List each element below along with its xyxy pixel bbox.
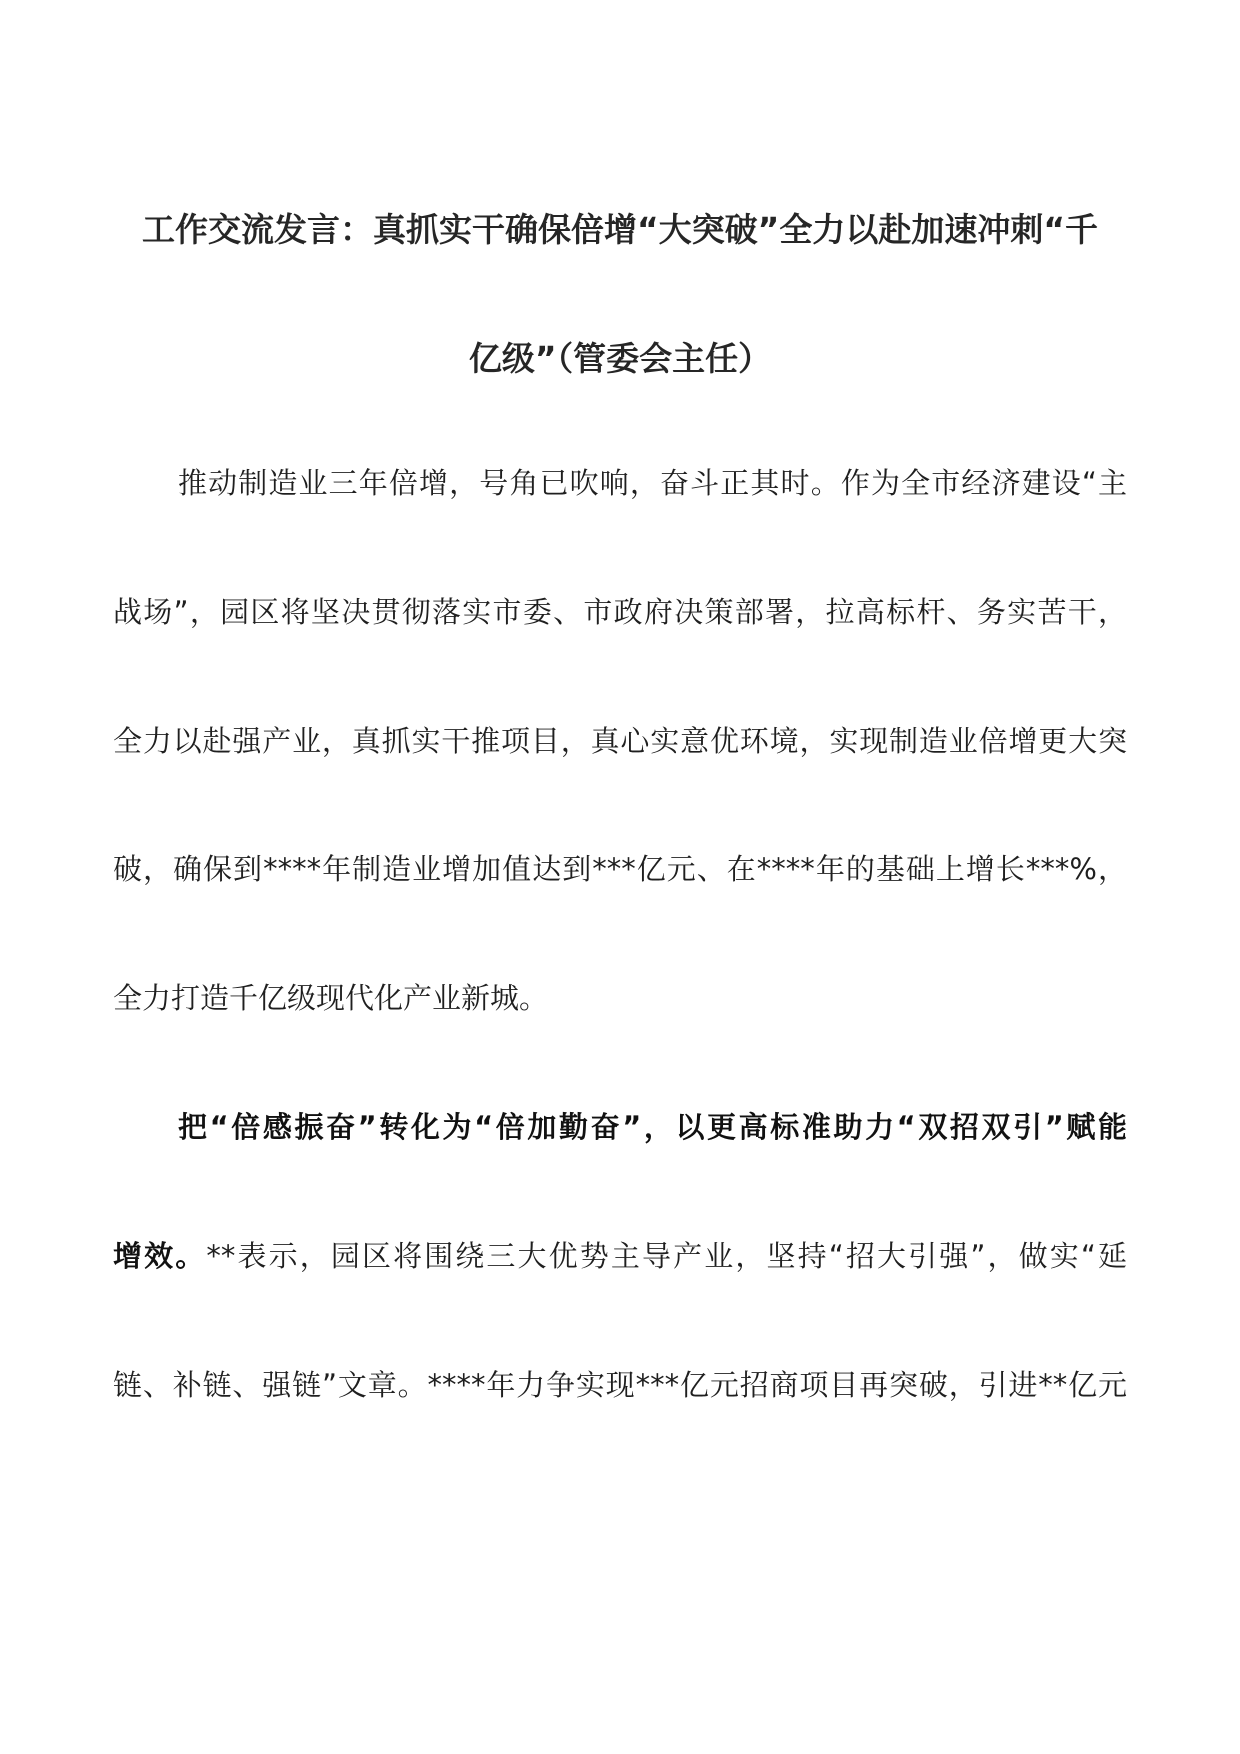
paragraph-2-line-2 xyxy=(113,1233,1127,1279)
document-title-line-1: 工作交流发言：真抓实干确保倍增“大突破”全力以赴加速冲刺“千 xyxy=(141,210,1099,249)
paragraph-2-line-3: 链、补链、强链”文章。****年力争实现***亿元招商项目再突破，引进**亿元 xyxy=(113,1368,1127,1402)
paragraph-1-line-4: 破，确保到****年制造业增加值达到***亿元、在****年的基础上增长***%， xyxy=(113,852,1127,886)
paragraph-1-line-3: 全力以赴强产业，真抓实干推项目，真心实意优环境，实现制造业倍增更大突 xyxy=(113,724,1127,758)
paragraph-1-line-2: 战场”，园区将坚决贯彻落实市委、市政府决策部署，拉高标杆、务实苦干， xyxy=(113,595,1127,629)
paragraph-2-heading-text: 把“倍感振奋”转化为“倍加勤奋”，以更高标准助力“双招双引”赋能 xyxy=(178,1110,1127,1144)
paragraph-2-heading-line-1 xyxy=(178,1104,1127,1150)
paragraph-2-heading-end: 增效。 xyxy=(113,1239,207,1273)
paragraph-1-line-5: 全力打造千亿级现代化产业新城。 xyxy=(113,981,549,1015)
paragraph-2-body-start: **表示，园区将围绕三大优势主导产业，坚持“招大引强”，做实“延 xyxy=(206,1239,1127,1273)
paragraph-1-line-1: 推动制造业三年倍增，号角已吹响，奋斗正其时。作为全市经济建设“主 xyxy=(178,466,1127,500)
document-title-line-2: 亿级”（管委会主任） xyxy=(468,339,772,378)
